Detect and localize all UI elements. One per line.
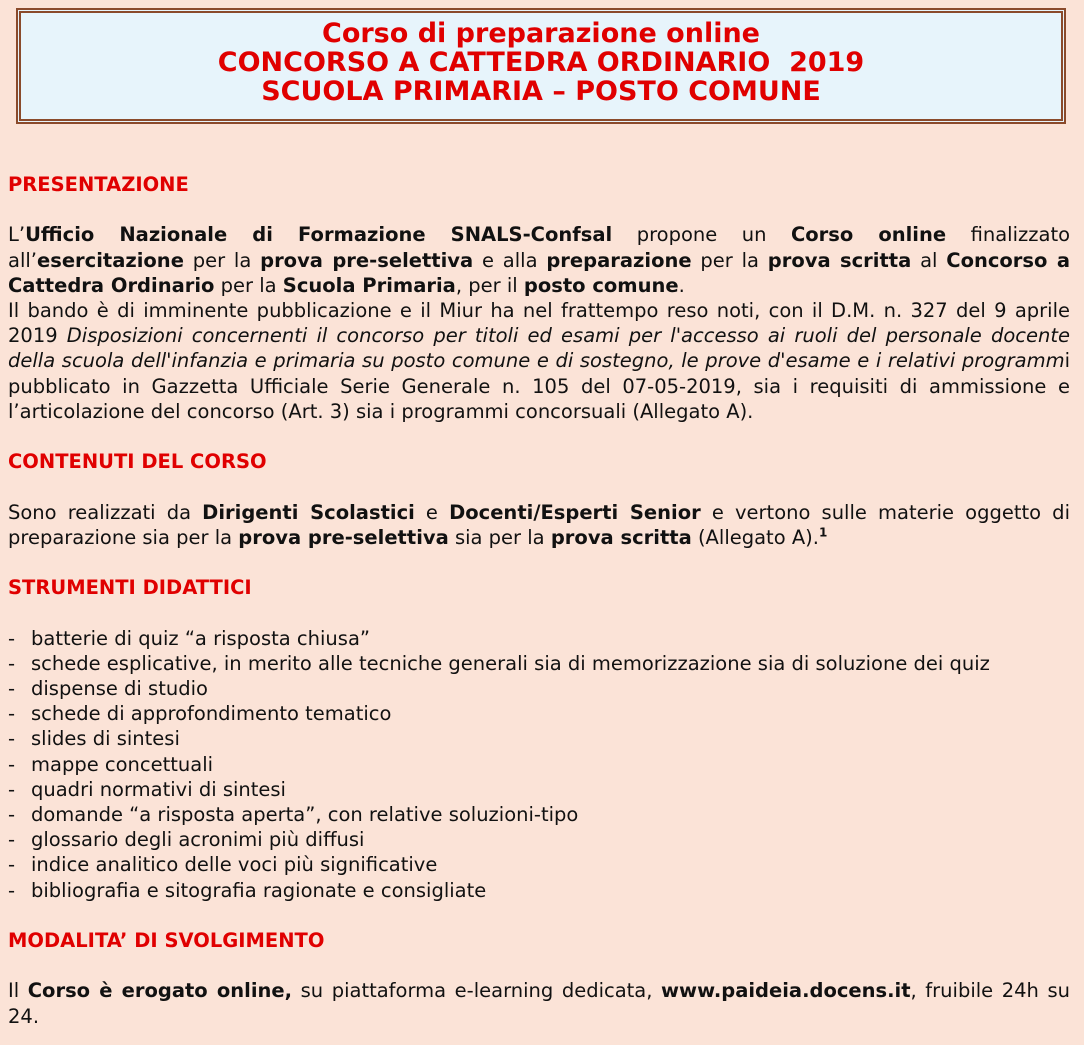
presentazione-paragraph-2: Il bando è di imminente pubblicazione e il Miur ha nel frattempo reso noti, con il D.M. n. 327 del 9 aprile 2019 Disposizioni concernenti il concorso per titoli ed esami per l'accesso ai ruoli del personale docente della scuola dell'infanzia e primaria su posto comune e di sostegno, le prove d'esame e i relativi programmi pubblicato in Gazzetta Ufficiale Serie Generale n. 105 del 07-05-2019, sia i requisiti di ammissione e l’articolazione del concorso (Art. 3) sia i programmi concorsuali (Allegato A).	[8, 299, 1070, 423]
heading-presentazione: PRESENTAZIONE	[8, 173, 189, 196]
list-item: - schede esplicative, in merito alle tecniche generali sia di memorizzazione sia di soluzione dei quiz	[8, 651, 1070, 676]
modalita-paragraph: Il Corso è erogato online, su piattaforma e-learning dedicata, www.paideia.docens.it, fruibile 24h su 24.	[8, 979, 1071, 1028]
platform-link[interactable]: www.paideia.docens.it	[661, 979, 911, 1003]
document-body	[8, 172, 1070, 1029]
list-item: - bibliografia e sitografia ragionate e consigliate	[8, 878, 1070, 903]
list-item: - quadri normativi di sintesi	[8, 777, 1070, 802]
heading-strumenti: STRUMENTI DIDATTICI	[8, 576, 252, 600]
list-item: - schede di approfondimento tematico	[8, 701, 1070, 726]
list-item: - slides di sintesi	[8, 726, 1070, 751]
list-item: - dispense di studio	[8, 676, 1070, 701]
list-item: - mappe concettuali	[8, 752, 1070, 777]
list-item: - indice analitico delle voci più significative	[8, 852, 1070, 877]
heading-modalita: MODALITA’ DI SVOLGIMENTO	[8, 929, 325, 952]
title-line-1: Corso di preparazione online	[322, 18, 760, 49]
list-item: - glossario degli acronimi più diffusi	[8, 827, 1070, 852]
footnote-marker[interactable]: 1	[818, 525, 828, 540]
list-item: - batterie di quiz “a risposta chiusa”	[8, 626, 1070, 651]
title-box	[16, 8, 1066, 124]
tools-list	[8, 626, 1070, 903]
presentazione-paragraph-1: L’Ufficio Nazionale di Formazione SNALS-Confsal propone un Corso online finalizzato all’esercitazione per la prova pre-selettiva e alla preparazione per la prova scritta al Concorso a Cattedra Ordinario per la Scuola Primaria, per il posto comune.	[8, 223, 1071, 297]
title-line-2: CONCORSO A CATTEDRA ORDINARIO 2019	[217, 47, 865, 78]
contenuti-paragraph: Sono realizzati da Dirigenti Scolastici e Docenti/Esperti Senior e vertono sulle materie oggetto di preparazione sia per la prova pre-selettiva sia per la prova scritta (Allegato A).$^1$	[8, 500, 1070, 549]
title-line-3: SCUOLA PRIMARIA – POSTO COMUNE	[261, 76, 821, 107]
list-item: - domande “a risposta aperta”, con relative soluzioni-tipo	[8, 802, 1070, 827]
heading-contenuti: CONTENUTI DEL CORSO	[8, 450, 267, 474]
